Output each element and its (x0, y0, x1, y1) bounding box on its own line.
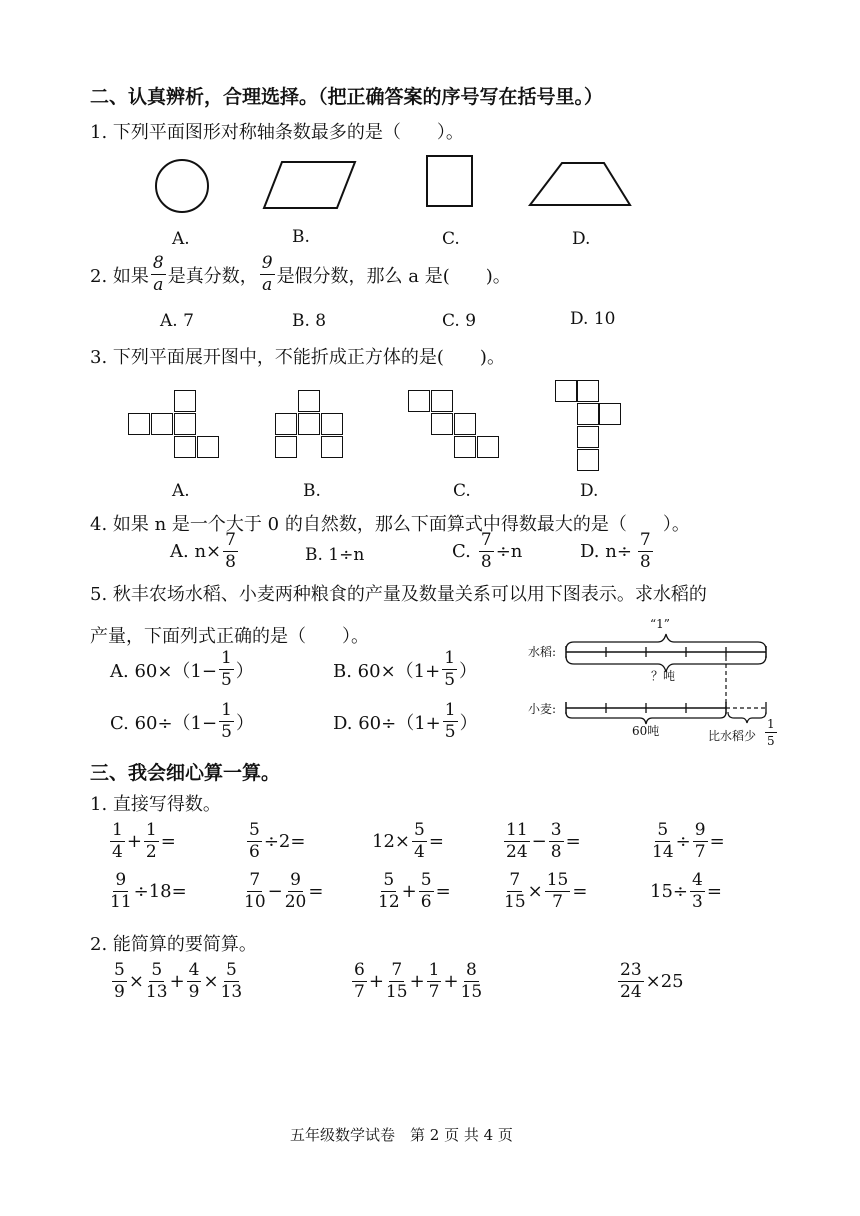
q3-opt-c: C. (453, 481, 471, 501)
q5-opt-d: D. 60÷（1+ $\frac{1}{5}$ ） (333, 700, 478, 742)
q2-pre: 2. 如果 (90, 265, 149, 287)
rice-brace (566, 634, 766, 650)
q5-opt-a: A. 60×（1− $\frac{1}{5}$ ） (110, 648, 254, 690)
q1-opt-b: B. (292, 227, 310, 247)
q3-opt-b: B. (303, 481, 321, 501)
section3-heading: 三、我会细心算一算。 (90, 762, 281, 784)
q2-frac-8-a: $\frac{8}{a}$ (152, 253, 164, 295)
calc-r1-5: $\frac{5}{14}$ ÷ $\frac{9}{7}$ = (652, 820, 725, 862)
calc-r1-4: $\frac{11}{24}$ − $\frac{3}{8}$ = (506, 820, 581, 862)
simplify-3: $\frac{23}{24}$ ×25 (620, 960, 684, 1002)
calc-r1-1: $\frac{1}{4}$ + $\frac{1}{2}$ = (112, 820, 176, 862)
q5-line1: 5. 秋丰农场水稻、小麦两种粮食的产量及数量关系可以用下图表示。求水稻的 (90, 584, 707, 605)
diagram-one-label: “1” (650, 617, 670, 631)
section3-sub2: 2. 能简算的要简算。 (90, 934, 257, 955)
calc-r2-2: $\frac{7}{10}$ − $\frac{9}{20}$ = (244, 870, 324, 912)
simplify-2: $\frac{6}{7}$ + $\frac{7}{15}$ + $\frac{1}{7}$ + $\frac{8}{15}$ (354, 960, 483, 1002)
page-footer: 五年级数学试卷 第 2 页 共 4 页 (290, 1126, 513, 1144)
section2-heading: 二、认真辨析，合理选择。（把正确答案的序号写在括号里。） (90, 86, 604, 108)
q5-line2: 产量，下面列式正确的是（ ）。 (90, 626, 369, 647)
diagram-sixty-tons: 60吨 (632, 724, 660, 738)
q2-opt-c: C. 9 (442, 311, 477, 331)
calc-r1-2: $\frac{5}{6}$ ÷2 = (249, 820, 306, 862)
section3-sub1: 1. 直接写得数。 (90, 794, 221, 815)
q4-opt-a: A. n× $\frac{7}{8}$ (170, 530, 236, 572)
calc-r2-1: $\frac{9}{11}$ ÷18 = (110, 870, 187, 912)
q1-opt-d: D. (572, 229, 591, 249)
q4-text: 4. 如果 n 是一个大于 0 的自然数，那么下面算式中得数最大的是（ ）。 (90, 514, 690, 535)
calc-r2-3: $\frac{5}{12}$ + $\frac{5}{6}$ = (378, 870, 451, 912)
q1-opt-c: C. (442, 229, 460, 249)
q5-opt-c: C. 60÷（1− $\frac{1}{5}$ ） (110, 700, 254, 742)
less-brace (728, 712, 766, 723)
diagram-unknown-tons: ？吨 (651, 669, 676, 683)
diagram-less-fraction: $\frac{1}{5}$ (767, 717, 775, 748)
q1-opt-a: A. (172, 229, 190, 249)
q2-opt-d: D. 10 (570, 309, 616, 329)
diagram-less-label: 比水稻少 (708, 729, 757, 743)
calc-r1-3: 12× $\frac{5}{4}$ = (372, 820, 444, 862)
q4-opt-d: D. n÷ $\frac{7}{8}$ (580, 530, 651, 572)
calc-r2-4: $\frac{7}{15}$ × $\frac{15}{7}$ = (504, 870, 588, 912)
q2-mid: 是真分数， (167, 265, 258, 287)
q2-post: 是假分数，那么 a 是( )。 (276, 265, 511, 287)
q5-opt-b: B. 60×（1+ $\frac{1}{5}$ ） (333, 648, 478, 690)
q1-text: 1. 下列平面图形对称轴条数最多的是（ ）。 (90, 122, 464, 143)
calc-r2-5: 15÷ $\frac{4}{3}$ = (650, 870, 722, 912)
q4-opt-c: C. $\frac{7}{8}$ ÷n (452, 530, 523, 572)
q4-opt-b: B. 1÷n (305, 545, 365, 565)
q3-opt-d: D. (580, 481, 599, 501)
q2-frac-9-a: $\frac{9}{a}$ (261, 253, 273, 295)
q3-opt-a: A. (172, 481, 190, 501)
diagram-rice-label: 水稻: (528, 645, 557, 659)
q3-text: 3. 下列平面展开图中，不能折成正方体的是( )。 (90, 347, 505, 368)
diagram-wheat-label: 小麦: (528, 702, 557, 716)
q2-opt-b: B. 8 (292, 311, 327, 331)
simplify-1: $\frac{5}{9}$ × $\frac{5}{13}$ + $\frac{4}{9}$ × $\frac{5}{13}$ (114, 960, 243, 1002)
q2-opt-a: A. 7 (160, 311, 194, 331)
